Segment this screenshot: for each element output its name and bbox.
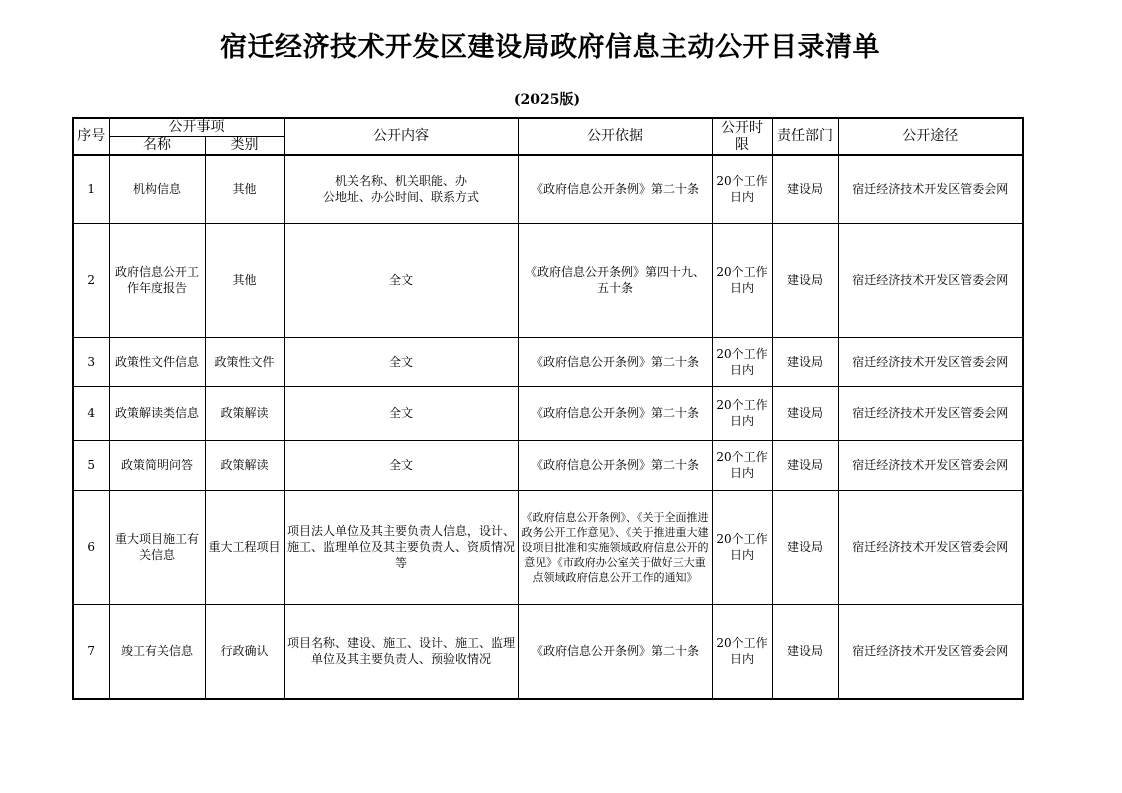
cell-name: 政策性文件信息 — [109, 337, 205, 386]
cell-time-limit: 20个工作日内 — [712, 155, 772, 223]
cell-content: 全文 — [284, 337, 518, 386]
header-name: 名称 — [109, 137, 205, 156]
header-channel: 公开途径 — [838, 118, 1023, 155]
cell-basis: 《政府信息公开条例》第二十条 — [518, 440, 712, 490]
cell-name: 重大项目施工有关信息 — [109, 490, 205, 604]
cell-category: 其他 — [205, 223, 284, 337]
cell-content: 机关名称、机关职能、办 公地址、办公时间、联系方式 — [284, 155, 518, 223]
cell-basis: 《政府信息公开条例》第四十九、五十条 — [518, 223, 712, 337]
cell-channel: 宿迁经济技术开发区管委会网 — [838, 604, 1023, 699]
disclosure-table — [72, 117, 1024, 700]
cell-basis: 《政府信息公开条例》第二十条 — [518, 155, 712, 223]
cell-channel: 宿迁经济技术开发区管委会网 — [838, 440, 1023, 490]
cell-time-limit: 20个工作日内 — [712, 440, 772, 490]
cell-content: 项目法人单位及其主要负责人信息，设计、施工、监理单位及其主要负责人、资质情况等 — [284, 490, 518, 604]
cell-department: 建设局 — [772, 223, 838, 337]
header-basis: 公开依据 — [518, 118, 712, 155]
header-time-limit: 公开时限 — [712, 118, 772, 155]
cell-category: 政策解读 — [205, 386, 284, 440]
cell-name: 竣工有关信息 — [109, 604, 205, 699]
header-item-group: 公开事项 — [109, 118, 284, 137]
cell-category: 重大工程项目 — [205, 490, 284, 604]
cell-time-limit: 20个工作日内 — [712, 490, 772, 604]
cell-channel: 宿迁经济技术开发区管委会网 — [838, 223, 1023, 337]
cell-channel: 宿迁经济技术开发区管委会网 — [838, 155, 1023, 223]
table-row — [73, 490, 1023, 604]
edition-label: (2025版) — [513, 92, 581, 108]
cell-category: 政策性文件 — [205, 337, 284, 386]
cell-department: 建设局 — [772, 337, 838, 386]
cell-content: 全文 — [284, 223, 518, 337]
header-category: 类别 — [205, 137, 284, 156]
table-row — [73, 223, 1023, 337]
cell-department: 建设局 — [772, 440, 838, 490]
cell-category: 政策解读 — [205, 440, 284, 490]
table-row — [73, 337, 1023, 386]
cell-category: 其他 — [205, 155, 284, 223]
table-row — [73, 386, 1023, 440]
cell-name: 机构信息 — [109, 155, 205, 223]
cell-name: 政策解读类信息 — [109, 386, 205, 440]
cell-seq: 4 — [73, 386, 109, 440]
header-seq: 序号 — [73, 118, 109, 155]
cell-basis: 《政府信息公开条例》、《关于全面推进政务公开工作意见》、《关于推进重大建设项目批准和实施领域政府信息公开的意见》《市政府办公室关于做好三大重点领域政府信息公开工作的通知》 — [518, 490, 712, 604]
header-content: 公开内容 — [284, 118, 518, 155]
cell-channel: 宿迁经济技术开发区管委会网 — [838, 490, 1023, 604]
cell-seq: 6 — [73, 490, 109, 604]
header-row — [73, 118, 1023, 137]
cell-time-limit: 20个工作日内 — [712, 337, 772, 386]
cell-category: 行政确认 — [205, 604, 284, 699]
cell-name: 政府信息公开工作年度报告 — [109, 223, 205, 337]
cell-content: 全文 — [284, 440, 518, 490]
cell-content: 项目名称、建设、施工、设计、施工、监理单位及其主要负责人、预验收情况 — [284, 604, 518, 699]
cell-seq: 1 — [73, 155, 109, 223]
cell-seq: 5 — [73, 440, 109, 490]
cell-department: 建设局 — [772, 604, 838, 699]
table-row — [73, 155, 1023, 223]
cell-time-limit: 20个工作日内 — [712, 386, 772, 440]
cell-content: 全文 — [284, 386, 518, 440]
cell-channel: 宿迁经济技术开发区管委会网 — [838, 386, 1023, 440]
header-department: 责任部门 — [772, 118, 838, 155]
page-title: 宿迁经济技术开发区建设局政府信息主动公开目录清单 — [220, 32, 880, 63]
table-row — [73, 604, 1023, 699]
cell-department: 建设局 — [772, 490, 838, 604]
cell-time-limit: 20个工作日内 — [712, 604, 772, 699]
cell-seq: 3 — [73, 337, 109, 386]
cell-time-limit: 20个工作日内 — [712, 223, 772, 337]
cell-department: 建设局 — [772, 155, 838, 223]
cell-name: 政策简明问答 — [109, 440, 205, 490]
cell-department: 建设局 — [772, 386, 838, 440]
cell-basis: 《政府信息公开条例》第二十条 — [518, 386, 712, 440]
cell-basis: 《政府信息公开条例》第二十条 — [518, 604, 712, 699]
table-row — [73, 440, 1023, 490]
cell-seq: 2 — [73, 223, 109, 337]
cell-channel: 宿迁经济技术开发区管委会网 — [838, 337, 1023, 386]
cell-basis: 《政府信息公开条例》第二十条 — [518, 337, 712, 386]
cell-seq: 7 — [73, 604, 109, 699]
